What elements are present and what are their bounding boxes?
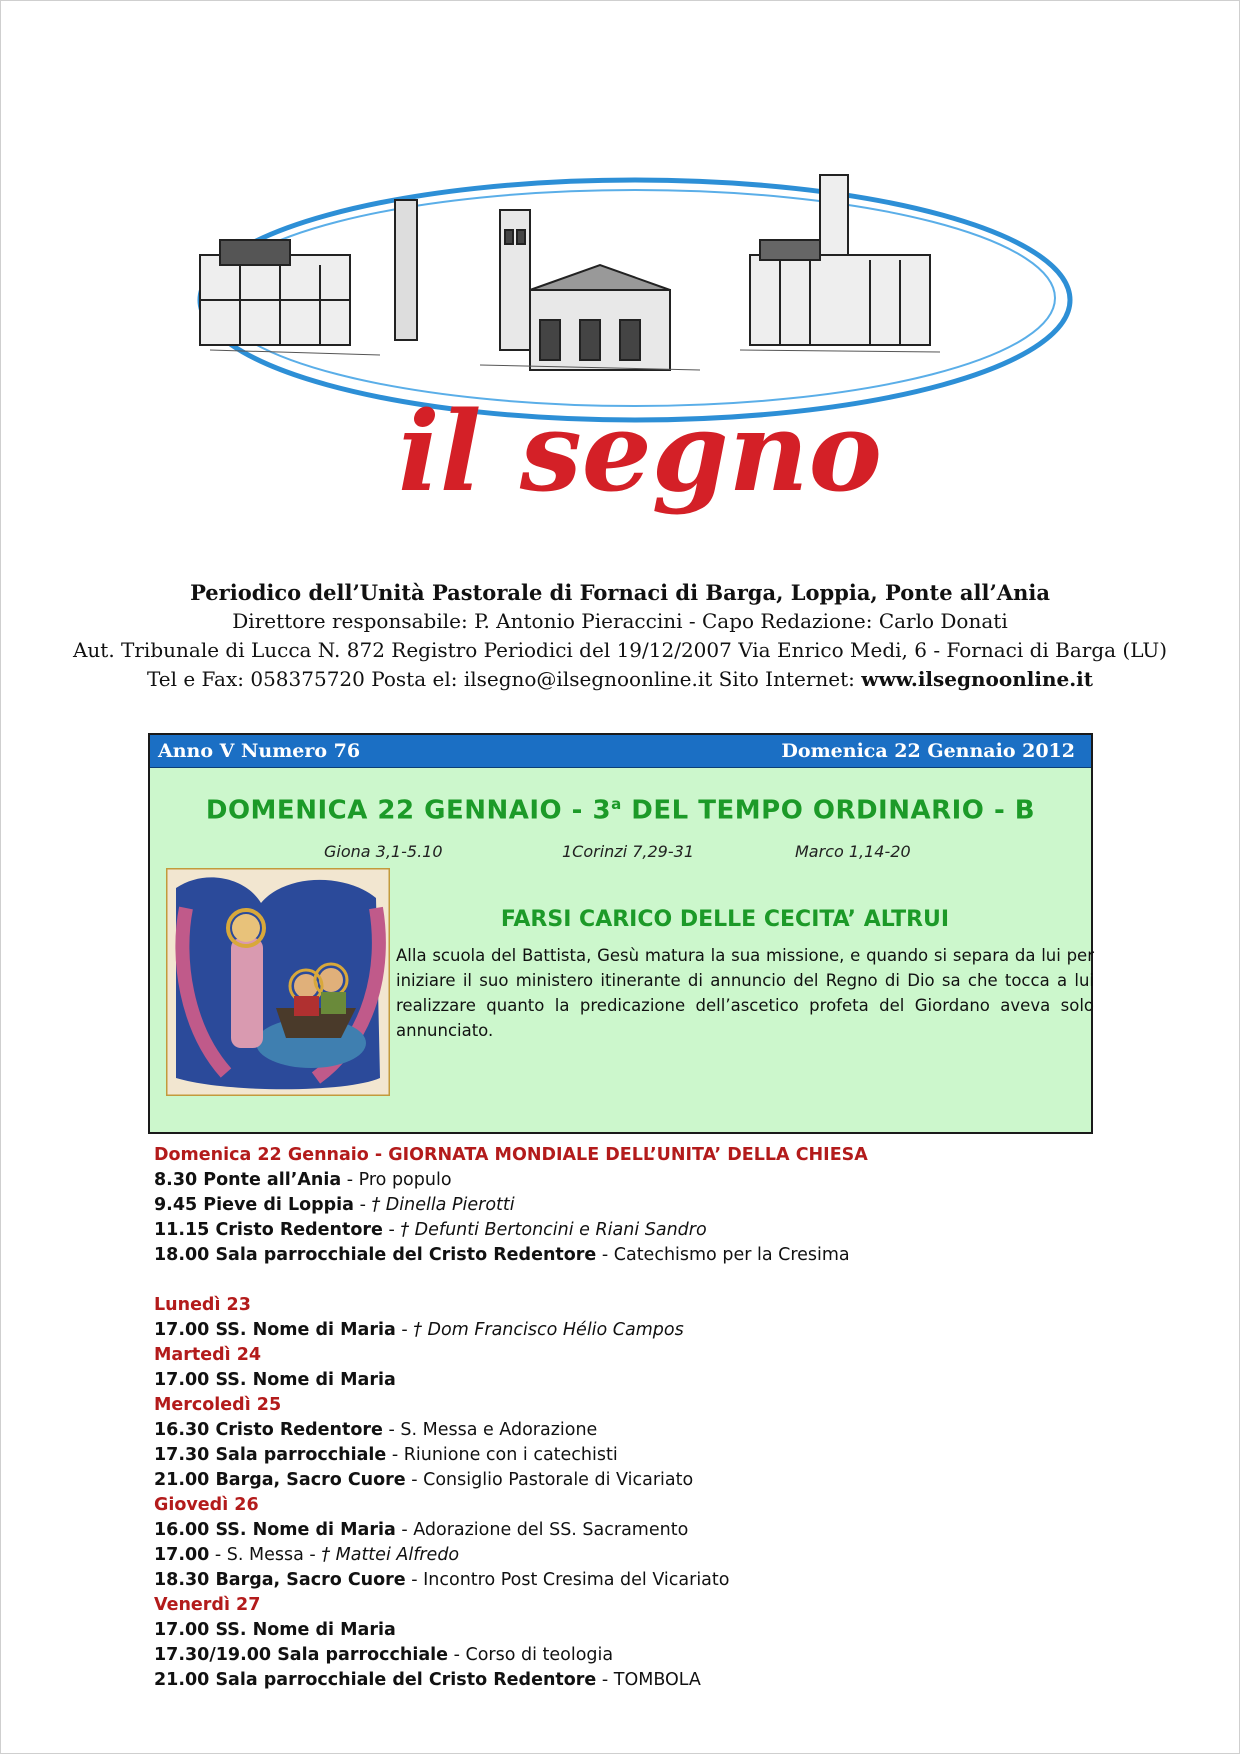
masthead-contacts [0, 665, 1240, 694]
schedule-place: 18.00 Sala parrocchiale del Cristo Redentore [154, 1245, 597, 1265]
schedule-place: 17.00 SS. Nome di Maria [154, 1370, 396, 1390]
schedule-row [154, 1243, 1154, 1268]
schedule-note: † Defunti Bertoncini e Riani Sandro [400, 1220, 707, 1240]
reading-2: 1Corinzi 7,29-31 [562, 842, 694, 861]
sunday-title-main: DOMENICA 22 GENNAIO - 3 [205, 795, 612, 826]
schedule-row [154, 1668, 1154, 1693]
article-title: FARSI CARICO DELLE CECITA’ ALTRUI [500, 907, 950, 932]
schedule-row [154, 1218, 1154, 1243]
issue-header-bar [150, 735, 1091, 768]
schedule-sep: - [386, 1445, 404, 1465]
schedule-row [154, 1368, 1154, 1393]
schedule-place: 17.30/19.00 Sala parrocchiale [154, 1645, 449, 1665]
schedule-row [154, 1418, 1154, 1443]
masthead-registration: Aut. Tribunale di Lucca N. 872 Registro Periodici del 19/12/2007 Via Enrico Medi, 6 - Fornaci di Barga (LU) [72, 638, 1168, 662]
schedule-row [154, 1518, 1154, 1543]
schedule-sep: - S. Messa - [209, 1545, 322, 1565]
schedule-place: 21.00 Sala parrocchiale del Cristo Redentore [154, 1670, 597, 1690]
sunday-title-rest: DEL TEMPO ORDINARIO - B [621, 795, 1036, 826]
contacts-text: Tel e Fax: 058375720 Posta el: ilsegno@ilsegnoonline.it Sito Internet: [146, 667, 862, 691]
schedule-row [154, 1568, 1154, 1593]
reading-3: Marco 1,14-20 [795, 842, 911, 861]
schedule-note: S. Messa e Adorazione [400, 1420, 598, 1440]
schedule-note: Pro populo [358, 1170, 452, 1190]
schedule-note: Incontro Post Cresima del Vicariato [423, 1570, 730, 1590]
article-text: Alla scuola del Battista, Gesù matura la sua missione, e quando si separa da lui per iniziare il suo ministero itinerante di annuncio del Regno di Dio sa che tocca a lui realizzare quanto la predicazione dell’ascetico profeta del Giordano aveva solo annunciato. [396, 946, 1094, 1040]
issue-number: Anno V Numero 76 [158, 740, 361, 762]
day-heading-thursday: Giovedì 26 [154, 1495, 259, 1515]
day-heading-wednesday: Mercoledì 25 [154, 1395, 282, 1415]
schedule-sep: - [395, 1520, 414, 1540]
schedule-place: 16.30 Cristo Redentore [154, 1420, 383, 1440]
schedule-note: † Mattei Alfredo [321, 1545, 460, 1565]
masthead-title: Periodico dell’Unità Pastorale di Fornaci di Barga, Loppia, Ponte all’Ania [190, 580, 1050, 605]
schedule-note: Catechismo per la Cresima [613, 1245, 850, 1265]
svg-text:il segno: il segno [397, 387, 883, 516]
schedule-note: Consiglio Pastorale di Vicariato [423, 1470, 694, 1490]
schedule-row [154, 1193, 1154, 1218]
schedule-place: 8.30 Ponte all’Ania [154, 1170, 342, 1190]
schedule-place: 9.45 Pieve di Loppia [154, 1195, 354, 1215]
sunday-title-sup: a [611, 795, 622, 813]
schedule-row [154, 1468, 1154, 1493]
schedule-sep: - [341, 1170, 359, 1190]
schedule-row [154, 1168, 1154, 1193]
schedule-sep: - [354, 1195, 372, 1215]
schedule-note: Adorazione del SS. Sacramento [413, 1520, 689, 1540]
schedule-sep: - [405, 1470, 424, 1490]
logo-drawing [180, 160, 1080, 540]
schedule-row [154, 1618, 1154, 1643]
masthead-editors: Direttore responsabile: P. Antonio Pieraccini - Capo Redazione: Carlo Donati [232, 609, 1008, 633]
issue-date: Domenica 22 Gennaio 2012 [781, 740, 1075, 762]
il-segno-logo [180, 160, 1080, 540]
spacer [154, 1268, 1154, 1293]
schedule-place: 17.30 Sala parrocchiale [154, 1445, 387, 1465]
day-heading-tuesday: Martedì 24 [154, 1345, 262, 1365]
schedule-sep: - [405, 1570, 424, 1590]
schedule-place: 18.30 Barga, Sacro Cuore [154, 1570, 406, 1590]
schedule-sep: - [395, 1320, 414, 1340]
schedule-sep: - [382, 1220, 401, 1240]
reading-1: Giona 3,1-5.10 [324, 842, 443, 861]
weekly-schedule [154, 1143, 1154, 1693]
schedule-row [154, 1443, 1154, 1468]
schedule-place: 17.00 SS. Nome di Maria [154, 1620, 396, 1640]
schedule-note: Corso di teologia [465, 1645, 614, 1665]
schedule-note: † Dom Francisco Hélio Campos [413, 1320, 684, 1340]
schedule-note: TOMBOLA [613, 1670, 701, 1690]
website-link[interactable]: www.ilsegnoonline.it [861, 667, 1094, 691]
day-heading-sunday: Domenica 22 Gennaio - GIORNATA MONDIALE DELL’UNITA’ DELLA CHIESA [154, 1145, 868, 1165]
day-heading-friday: Venerdì 27 [154, 1595, 261, 1615]
schedule-row [154, 1543, 1154, 1568]
day-heading-monday: Lunedì 23 [154, 1295, 251, 1315]
schedule-place: 21.00 Barga, Sacro Cuore [154, 1470, 406, 1490]
schedule-sep: - [596, 1670, 614, 1690]
schedule-note: Riunione con i catechisti [403, 1445, 618, 1465]
schedule-note: † Dinella Pierotti [371, 1195, 515, 1215]
schedule-sep: - [448, 1645, 466, 1665]
schedule-place: 11.15 Cristo Redentore [154, 1220, 383, 1240]
illuminated-miniature [166, 868, 390, 1096]
schedule-sep: - [382, 1420, 401, 1440]
schedule-sep: - [596, 1245, 614, 1265]
schedule-place: 16.00 SS. Nome di Maria [154, 1520, 396, 1540]
sunday-title [150, 795, 1091, 826]
schedule-row [154, 1643, 1154, 1668]
schedule-place: 17.00 SS. Nome di Maria [154, 1320, 396, 1340]
schedule-place: 17.00 [154, 1545, 210, 1565]
schedule-row [154, 1318, 1154, 1343]
issue-box [148, 733, 1093, 1134]
masthead [0, 578, 1240, 694]
